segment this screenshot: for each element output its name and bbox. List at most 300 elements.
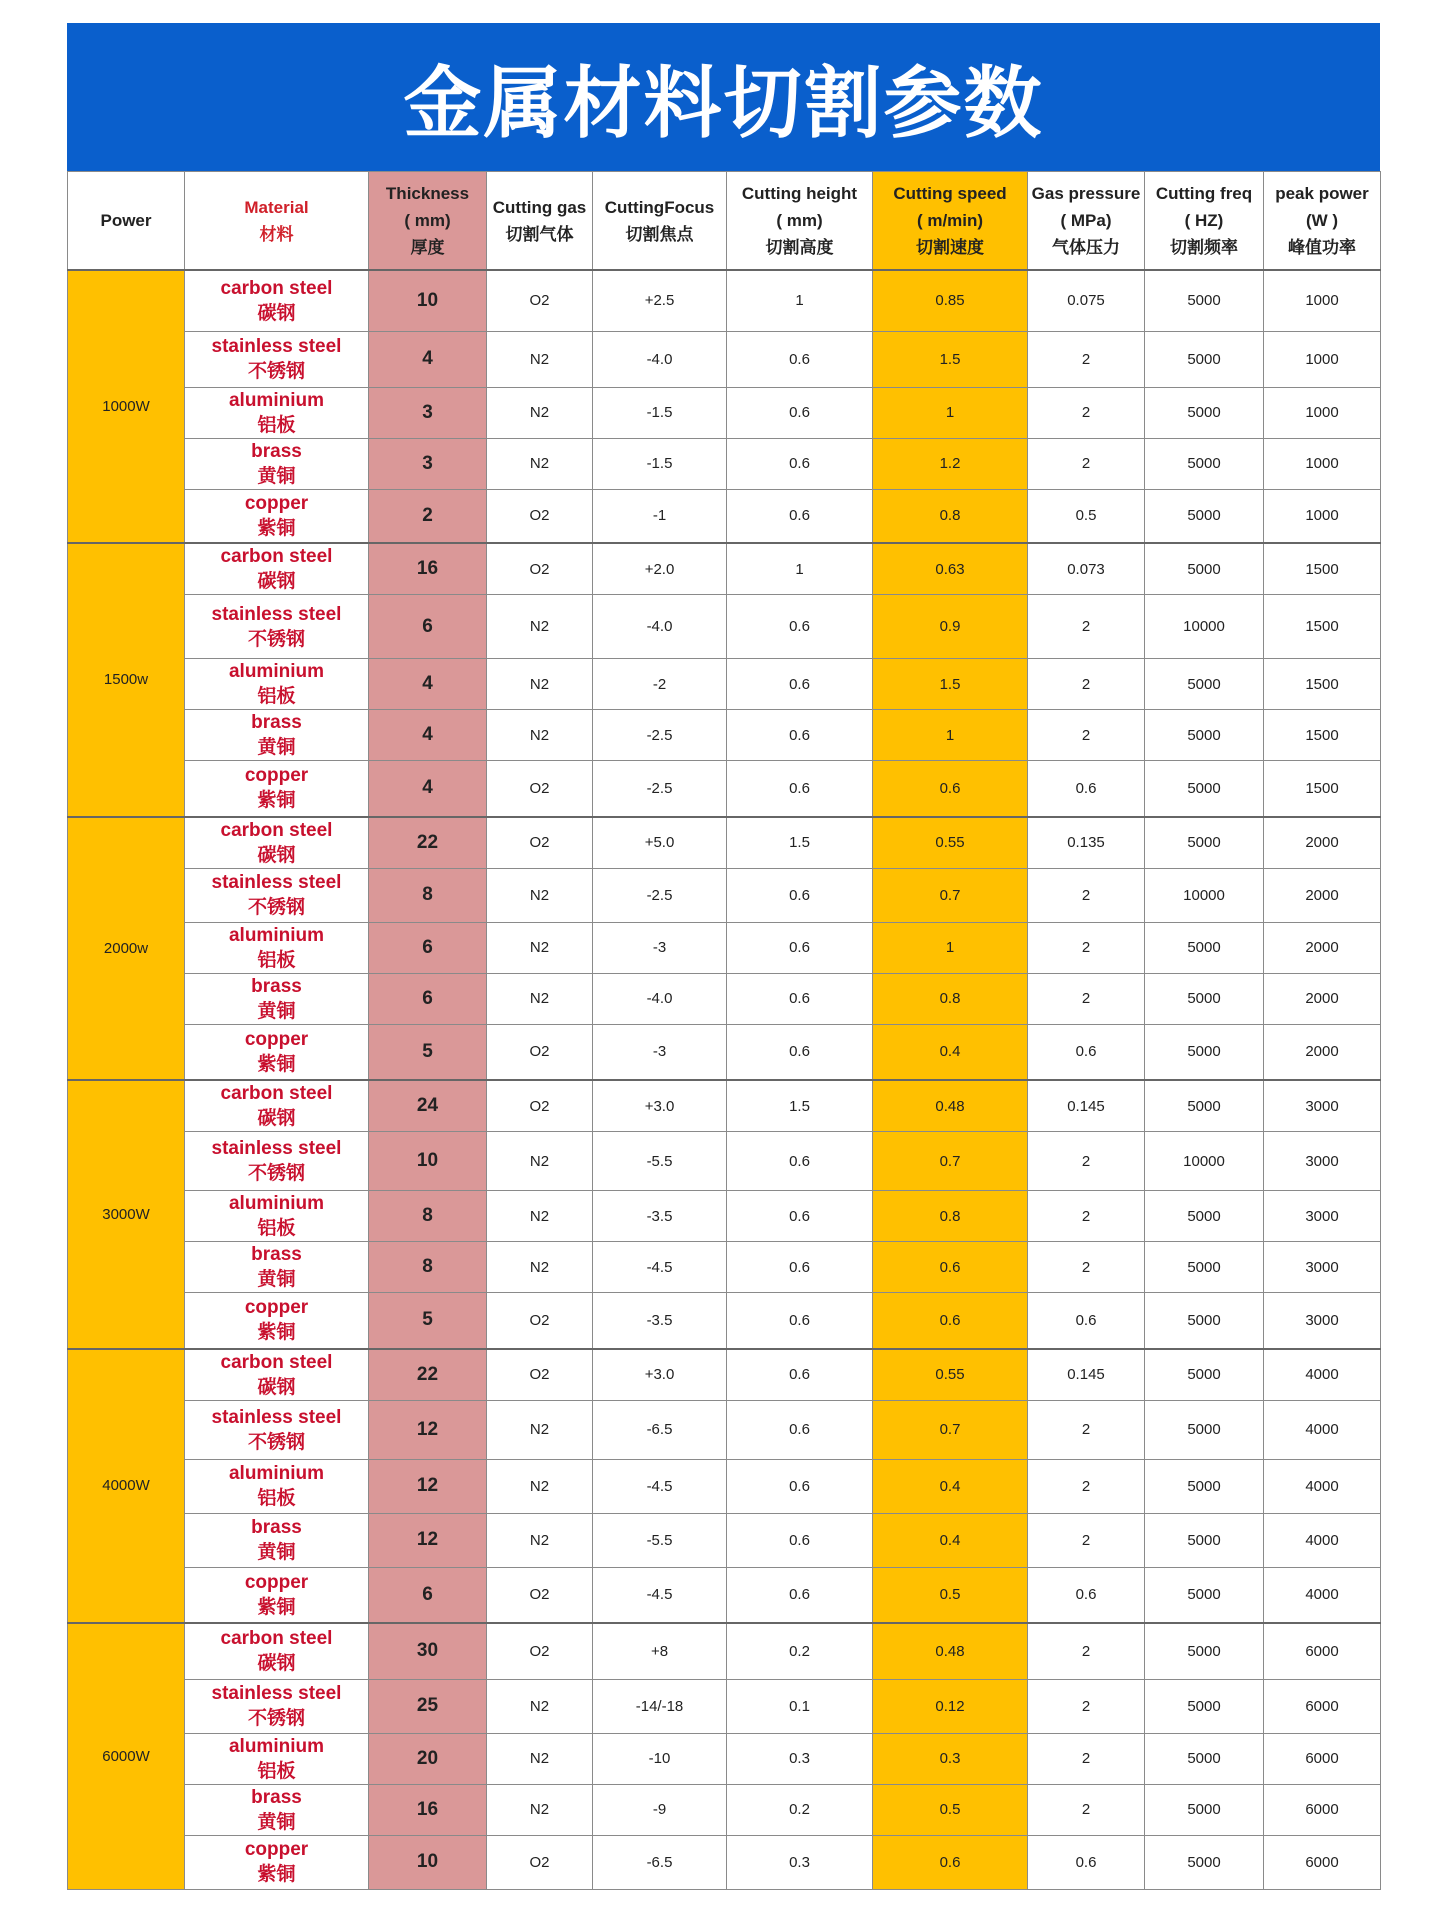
focus-cell: -4.0 bbox=[593, 595, 727, 659]
focus-cell: +3.0 bbox=[593, 1080, 727, 1132]
height-cell: 0.6 bbox=[727, 1567, 873, 1623]
material-en: stainless steel bbox=[211, 1406, 342, 1428]
peak-cell: 1000 bbox=[1264, 387, 1381, 438]
power-cell: 3000W bbox=[68, 1080, 185, 1349]
peak-cell: 3000 bbox=[1264, 1080, 1381, 1132]
gas-cell: N2 bbox=[487, 438, 593, 489]
speed-cell: 1 bbox=[873, 387, 1028, 438]
focus-cell: -1.5 bbox=[593, 387, 727, 438]
table-row bbox=[68, 595, 1381, 659]
peak-cell: 3000 bbox=[1264, 1191, 1381, 1242]
material-cell bbox=[185, 710, 369, 761]
header-peak-power-en: peak power bbox=[1275, 184, 1369, 203]
thickness-cell: 12 bbox=[369, 1513, 487, 1567]
header-cutting-gas bbox=[487, 172, 593, 271]
header-cutting-speed-cn: 切割速度 bbox=[916, 238, 984, 257]
material-en: stainless steel bbox=[211, 336, 342, 357]
freq-cell: 10000 bbox=[1145, 595, 1264, 659]
speed-cell: 0.6 bbox=[873, 761, 1028, 817]
peak-cell: 1500 bbox=[1264, 710, 1381, 761]
material-cn: 紫铜 bbox=[257, 1322, 296, 1344]
gas-cell: N2 bbox=[487, 1191, 593, 1242]
header-cutting-gas-en: Cutting gas bbox=[492, 197, 587, 217]
power-cell: 6000W bbox=[68, 1623, 185, 1889]
gas-cell: N2 bbox=[487, 1459, 593, 1513]
peak-cell: 4000 bbox=[1264, 1400, 1381, 1459]
focus-cell: +8 bbox=[593, 1623, 727, 1679]
height-cell: 0.6 bbox=[727, 973, 873, 1024]
speed-cell: 0.48 bbox=[873, 1080, 1028, 1132]
material-cell bbox=[185, 1513, 369, 1567]
focus-cell: -2.5 bbox=[593, 761, 727, 817]
peak-cell: 1000 bbox=[1264, 438, 1381, 489]
header-cutting-freq-cn: 切割频率 bbox=[1170, 238, 1238, 257]
header-cutting-speed-en: Cutting speed bbox=[893, 184, 1007, 203]
table-row bbox=[68, 438, 1381, 489]
material-cell bbox=[185, 1293, 369, 1349]
thickness-cell: 12 bbox=[369, 1459, 487, 1513]
material-en: aluminium bbox=[228, 661, 324, 682]
material-en: copper bbox=[244, 765, 309, 787]
pressure-cell: 2 bbox=[1028, 331, 1145, 387]
header-cutting-focus bbox=[593, 172, 727, 271]
material-cn: 紫铜 bbox=[257, 1864, 296, 1885]
table-row bbox=[68, 868, 1381, 922]
pressure-cell: 2 bbox=[1028, 1679, 1145, 1733]
material-cell bbox=[185, 438, 369, 489]
thickness-cell: 16 bbox=[369, 543, 487, 595]
thickness-cell: 6 bbox=[369, 595, 487, 659]
header-gas-pressure-cn: 气体压力 bbox=[1052, 238, 1120, 257]
height-cell: 0.6 bbox=[727, 1349, 873, 1401]
material-cn: 铝板 bbox=[257, 414, 296, 436]
freq-cell: 5000 bbox=[1145, 1567, 1264, 1623]
pressure-cell: 2 bbox=[1028, 438, 1145, 489]
material-cn: 不锈钢 bbox=[247, 1163, 305, 1184]
freq-cell: 5000 bbox=[1145, 817, 1264, 869]
header-power-en: Power bbox=[100, 211, 152, 230]
focus-cell: -6.5 bbox=[593, 1400, 727, 1459]
pressure-cell: 0.135 bbox=[1028, 817, 1145, 869]
thickness-cell: 10 bbox=[369, 270, 487, 331]
speed-cell: 0.4 bbox=[873, 1513, 1028, 1567]
gas-cell: O2 bbox=[487, 1567, 593, 1623]
focus-cell: -3 bbox=[593, 1024, 727, 1080]
focus-cell: -10 bbox=[593, 1733, 727, 1784]
power-cell: 1500w bbox=[68, 543, 185, 817]
material-cell bbox=[185, 973, 369, 1024]
material-cn: 紫铜 bbox=[257, 1053, 296, 1075]
material-cell bbox=[185, 1191, 369, 1242]
pressure-cell: 0.6 bbox=[1028, 1835, 1145, 1889]
speed-cell: 1 bbox=[873, 710, 1028, 761]
gas-cell: O2 bbox=[487, 1080, 593, 1132]
freq-cell: 5000 bbox=[1145, 710, 1264, 761]
gas-cell: O2 bbox=[487, 543, 593, 595]
thickness-cell: 2 bbox=[369, 489, 487, 543]
pressure-cell: 0.145 bbox=[1028, 1349, 1145, 1401]
height-cell: 0.6 bbox=[727, 868, 873, 922]
power-cell: 4000W bbox=[68, 1349, 185, 1624]
peak-cell: 2000 bbox=[1264, 973, 1381, 1024]
thickness-cell: 4 bbox=[369, 659, 487, 710]
peak-cell: 1500 bbox=[1264, 761, 1381, 817]
table-row bbox=[68, 1349, 1381, 1401]
focus-cell: +2.0 bbox=[593, 543, 727, 595]
pressure-cell: 2 bbox=[1028, 922, 1145, 973]
material-cell bbox=[185, 761, 369, 817]
material-cell bbox=[185, 595, 369, 659]
material-en: copper bbox=[244, 1297, 309, 1319]
freq-cell: 5000 bbox=[1145, 438, 1264, 489]
thickness-cell: 10 bbox=[369, 1132, 487, 1191]
material-en: aluminium bbox=[228, 1735, 324, 1757]
material-cn: 碳钢 bbox=[257, 1376, 296, 1398]
header-thickness-en: Thickness bbox=[385, 184, 470, 203]
gas-cell: N2 bbox=[487, 1513, 593, 1567]
material-cell bbox=[185, 817, 369, 869]
height-cell: 0.2 bbox=[727, 1623, 873, 1679]
table-row bbox=[68, 1242, 1381, 1293]
focus-cell: -3 bbox=[593, 922, 727, 973]
material-cell bbox=[185, 1400, 369, 1459]
peak-cell: 1000 bbox=[1264, 489, 1381, 543]
peak-cell: 2000 bbox=[1264, 817, 1381, 869]
thickness-cell: 4 bbox=[369, 710, 487, 761]
freq-cell: 5000 bbox=[1145, 1242, 1264, 1293]
pressure-cell: 0.6 bbox=[1028, 1293, 1145, 1349]
gas-cell: O2 bbox=[487, 1024, 593, 1080]
material-cell bbox=[185, 489, 369, 543]
focus-cell: -4.0 bbox=[593, 973, 727, 1024]
pressure-cell: 2 bbox=[1028, 973, 1145, 1024]
material-cn: 铝板 bbox=[257, 1760, 296, 1782]
peak-cell: 6000 bbox=[1264, 1835, 1381, 1889]
freq-cell: 5000 bbox=[1145, 1400, 1264, 1459]
freq-cell: 5000 bbox=[1145, 1513, 1264, 1567]
table-row bbox=[68, 1679, 1381, 1733]
cutting-parameters-table bbox=[67, 171, 1381, 1890]
material-en: brass bbox=[251, 975, 302, 997]
table-row bbox=[68, 1024, 1381, 1080]
freq-cell: 5000 bbox=[1145, 1459, 1264, 1513]
thickness-cell: 16 bbox=[369, 1784, 487, 1835]
freq-cell: 5000 bbox=[1145, 1191, 1264, 1242]
gas-cell: O2 bbox=[487, 761, 593, 817]
material-cn: 铝板 bbox=[257, 1218, 296, 1239]
material-cn: 不锈钢 bbox=[247, 628, 305, 650]
pressure-cell: 2 bbox=[1028, 710, 1145, 761]
material-en: stainless steel bbox=[211, 1138, 342, 1159]
focus-cell: -4.0 bbox=[593, 331, 727, 387]
freq-cell: 5000 bbox=[1145, 1784, 1264, 1835]
speed-cell: 0.3 bbox=[873, 1733, 1028, 1784]
material-en: aluminium bbox=[228, 389, 324, 411]
table-row bbox=[68, 1080, 1381, 1132]
material-en: carbon steel bbox=[220, 546, 333, 567]
peak-cell: 4000 bbox=[1264, 1513, 1381, 1567]
table-row bbox=[68, 761, 1381, 817]
pressure-cell: 2 bbox=[1028, 595, 1145, 659]
height-cell: 0.6 bbox=[727, 1191, 873, 1242]
pressure-cell: 0.5 bbox=[1028, 489, 1145, 543]
focus-cell: -2.5 bbox=[593, 868, 727, 922]
material-en: brass bbox=[251, 1244, 302, 1265]
thickness-cell: 10 bbox=[369, 1835, 487, 1889]
material-cell bbox=[185, 1679, 369, 1733]
pressure-cell: 0.075 bbox=[1028, 270, 1145, 331]
header-cutting-gas-cn: 切割气体 bbox=[505, 224, 574, 244]
focus-cell: -14/-18 bbox=[593, 1679, 727, 1733]
power-cell: 1000W bbox=[68, 270, 185, 543]
peak-cell: 1500 bbox=[1264, 595, 1381, 659]
height-cell: 0.2 bbox=[727, 1784, 873, 1835]
header-cutting-height-en: Cutting height bbox=[741, 184, 858, 203]
peak-cell: 1000 bbox=[1264, 270, 1381, 331]
material-en: aluminium bbox=[228, 924, 324, 946]
material-cn: 碳钢 bbox=[257, 844, 296, 866]
pressure-cell: 2 bbox=[1028, 1191, 1145, 1242]
material-cell bbox=[185, 387, 369, 438]
focus-cell: -5.5 bbox=[593, 1513, 727, 1567]
material-cn: 铝板 bbox=[257, 686, 296, 707]
header-gas-pressure-en: Gas pressure bbox=[1031, 184, 1141, 203]
material-en: stainless steel bbox=[211, 1683, 342, 1704]
freq-cell: 5000 bbox=[1145, 922, 1264, 973]
table-row bbox=[68, 1567, 1381, 1623]
material-cn: 不锈钢 bbox=[247, 1431, 305, 1453]
table-row bbox=[68, 1784, 1381, 1835]
speed-cell: 0.55 bbox=[873, 1349, 1028, 1401]
speed-cell: 0.6 bbox=[873, 1835, 1028, 1889]
gas-cell: N2 bbox=[487, 1242, 593, 1293]
speed-cell: 0.8 bbox=[873, 1191, 1028, 1242]
material-en: brass bbox=[251, 712, 302, 733]
gas-cell: O2 bbox=[487, 817, 593, 869]
material-cn: 碳钢 bbox=[257, 1108, 296, 1129]
gas-cell: N2 bbox=[487, 659, 593, 710]
gas-cell: N2 bbox=[487, 1733, 593, 1784]
pressure-cell: 2 bbox=[1028, 387, 1145, 438]
material-cell bbox=[185, 1459, 369, 1513]
pressure-cell: 0.6 bbox=[1028, 1024, 1145, 1080]
peak-cell: 1500 bbox=[1264, 543, 1381, 595]
speed-cell: 0.12 bbox=[873, 1679, 1028, 1733]
freq-cell: 5000 bbox=[1145, 1623, 1264, 1679]
speed-cell: 0.63 bbox=[873, 543, 1028, 595]
table-row bbox=[68, 1191, 1381, 1242]
material-cn: 黄铜 bbox=[257, 1811, 296, 1833]
header-thickness-cn: 厚度 bbox=[410, 238, 445, 257]
table-row bbox=[68, 710, 1381, 761]
height-cell: 0.6 bbox=[727, 1459, 873, 1513]
header-peak-power-cn: 峰值功率 bbox=[1288, 238, 1356, 257]
freq-cell: 5000 bbox=[1145, 1080, 1264, 1132]
pressure-cell: 0.145 bbox=[1028, 1080, 1145, 1132]
page-title: 金属材料切割参数 bbox=[67, 23, 1380, 171]
freq-cell: 5000 bbox=[1145, 1024, 1264, 1080]
material-cell bbox=[185, 1242, 369, 1293]
material-en: aluminium bbox=[228, 1193, 324, 1214]
freq-cell: 5000 bbox=[1145, 489, 1264, 543]
peak-cell: 1000 bbox=[1264, 331, 1381, 387]
height-cell: 0.6 bbox=[727, 1132, 873, 1191]
gas-cell: N2 bbox=[487, 1784, 593, 1835]
focus-cell: -2 bbox=[593, 659, 727, 710]
speed-cell: 0.6 bbox=[873, 1293, 1028, 1349]
header-cutting-speed-l2: ( m/min) bbox=[916, 211, 984, 230]
pressure-cell: 2 bbox=[1028, 659, 1145, 710]
material-en: copper bbox=[244, 1839, 309, 1860]
freq-cell: 5000 bbox=[1145, 761, 1264, 817]
material-en: copper bbox=[244, 1028, 309, 1050]
height-cell: 0.6 bbox=[727, 1400, 873, 1459]
material-cn: 黄铜 bbox=[257, 1542, 296, 1563]
material-cell bbox=[185, 1784, 369, 1835]
table-row bbox=[68, 1513, 1381, 1567]
peak-cell: 2000 bbox=[1264, 1024, 1381, 1080]
focus-cell: -3.5 bbox=[593, 1191, 727, 1242]
focus-cell: -4.5 bbox=[593, 1567, 727, 1623]
gas-cell: O2 bbox=[487, 1623, 593, 1679]
header-peak-power bbox=[1264, 172, 1381, 271]
peak-cell: 2000 bbox=[1264, 868, 1381, 922]
focus-cell: +3.0 bbox=[593, 1349, 727, 1401]
material-en: stainless steel bbox=[211, 603, 342, 625]
material-cn: 铝板 bbox=[257, 1488, 296, 1509]
table-row bbox=[68, 331, 1381, 387]
speed-cell: 0.4 bbox=[873, 1459, 1028, 1513]
height-cell: 0.6 bbox=[727, 595, 873, 659]
thickness-cell: 6 bbox=[369, 1567, 487, 1623]
freq-cell: 5000 bbox=[1145, 1679, 1264, 1733]
table-row bbox=[68, 659, 1381, 710]
header-power bbox=[68, 172, 185, 271]
material-cell bbox=[185, 1733, 369, 1784]
speed-cell: 0.7 bbox=[873, 1400, 1028, 1459]
table-row bbox=[68, 1132, 1381, 1191]
freq-cell: 5000 bbox=[1145, 1349, 1264, 1401]
pressure-cell: 2 bbox=[1028, 1623, 1145, 1679]
material-en: carbon steel bbox=[220, 277, 333, 299]
peak-cell: 1500 bbox=[1264, 659, 1381, 710]
material-en: brass bbox=[251, 440, 302, 462]
header-cutting-freq-en: Cutting freq bbox=[1155, 184, 1253, 203]
speed-cell: 0.85 bbox=[873, 270, 1028, 331]
pressure-cell: 2 bbox=[1028, 868, 1145, 922]
peak-cell: 3000 bbox=[1264, 1293, 1381, 1349]
material-cell bbox=[185, 1080, 369, 1132]
peak-cell: 3000 bbox=[1264, 1242, 1381, 1293]
material-cn: 紫铜 bbox=[257, 1596, 296, 1618]
peak-cell: 3000 bbox=[1264, 1132, 1381, 1191]
material-cell bbox=[185, 1132, 369, 1191]
speed-cell: 1 bbox=[873, 922, 1028, 973]
speed-cell: 0.5 bbox=[873, 1567, 1028, 1623]
material-cell bbox=[185, 1567, 369, 1623]
pressure-cell: 0.073 bbox=[1028, 543, 1145, 595]
freq-cell: 5000 bbox=[1145, 387, 1264, 438]
height-cell: 0.6 bbox=[727, 922, 873, 973]
table-row bbox=[68, 387, 1381, 438]
gas-cell: O2 bbox=[487, 1349, 593, 1401]
header-gas-pressure bbox=[1028, 172, 1145, 271]
material-cn: 碳钢 bbox=[257, 1653, 296, 1675]
peak-cell: 4000 bbox=[1264, 1567, 1381, 1623]
focus-cell: -1.5 bbox=[593, 438, 727, 489]
material-en: copper bbox=[244, 492, 309, 514]
header-material bbox=[185, 172, 369, 271]
thickness-cell: 6 bbox=[369, 973, 487, 1024]
speed-cell: 1.2 bbox=[873, 438, 1028, 489]
header-material-en: Material bbox=[244, 197, 309, 217]
thickness-cell: 24 bbox=[369, 1080, 487, 1132]
pressure-cell: 0.6 bbox=[1028, 761, 1145, 817]
height-cell: 1.5 bbox=[727, 817, 873, 869]
material-en: carbon steel bbox=[220, 819, 333, 841]
material-en: carbon steel bbox=[220, 1083, 333, 1104]
gas-cell: N2 bbox=[487, 1400, 593, 1459]
header-cutting-height-l2: ( mm) bbox=[776, 211, 823, 230]
pressure-cell: 2 bbox=[1028, 1784, 1145, 1835]
thickness-cell: 6 bbox=[369, 922, 487, 973]
header-gas-pressure-l2: ( MPa) bbox=[1060, 211, 1112, 230]
peak-cell: 4000 bbox=[1264, 1459, 1381, 1513]
gas-cell: O2 bbox=[487, 1835, 593, 1889]
table-row bbox=[68, 922, 1381, 973]
header-thickness-l2: ( mm) bbox=[404, 211, 451, 230]
material-en: brass bbox=[251, 1786, 302, 1808]
freq-cell: 5000 bbox=[1145, 973, 1264, 1024]
pressure-cell: 2 bbox=[1028, 1513, 1145, 1567]
material-en: carbon steel bbox=[220, 1628, 333, 1650]
height-cell: 0.3 bbox=[727, 1835, 873, 1889]
pressure-cell: 0.6 bbox=[1028, 1567, 1145, 1623]
thickness-cell: 8 bbox=[369, 868, 487, 922]
gas-cell: O2 bbox=[487, 489, 593, 543]
power-cell: 2000w bbox=[68, 817, 185, 1081]
speed-cell: 1.5 bbox=[873, 331, 1028, 387]
header-material-cn: 材料 bbox=[259, 224, 294, 244]
table-row bbox=[68, 1835, 1381, 1889]
table-row bbox=[68, 1733, 1381, 1784]
speed-cell: 0.7 bbox=[873, 1132, 1028, 1191]
material-cell bbox=[185, 270, 369, 331]
gas-cell: N2 bbox=[487, 868, 593, 922]
focus-cell: -4.5 bbox=[593, 1242, 727, 1293]
material-cn: 碳钢 bbox=[257, 302, 296, 324]
material-cn: 不锈钢 bbox=[247, 897, 305, 918]
table-row bbox=[68, 1400, 1381, 1459]
thickness-cell: 22 bbox=[369, 817, 487, 869]
pressure-cell: 2 bbox=[1028, 1132, 1145, 1191]
thickness-cell: 4 bbox=[369, 331, 487, 387]
peak-cell: 2000 bbox=[1264, 922, 1381, 973]
thickness-cell: 4 bbox=[369, 761, 487, 817]
speed-cell: 0.9 bbox=[873, 595, 1028, 659]
material-cn: 黄铜 bbox=[257, 1269, 296, 1290]
material-cn: 黄铜 bbox=[257, 465, 296, 487]
thickness-cell: 3 bbox=[369, 438, 487, 489]
header-cutting-freq-l2: ( HZ) bbox=[1184, 211, 1224, 230]
height-cell: 0.6 bbox=[727, 1242, 873, 1293]
speed-cell: 0.8 bbox=[873, 973, 1028, 1024]
header-cutting-focus-en: CuttingFocus bbox=[604, 197, 715, 217]
material-cn: 不锈钢 bbox=[247, 1708, 305, 1729]
header-cutting-freq bbox=[1145, 172, 1264, 271]
pressure-cell: 2 bbox=[1028, 1400, 1145, 1459]
freq-cell: 5000 bbox=[1145, 1293, 1264, 1349]
